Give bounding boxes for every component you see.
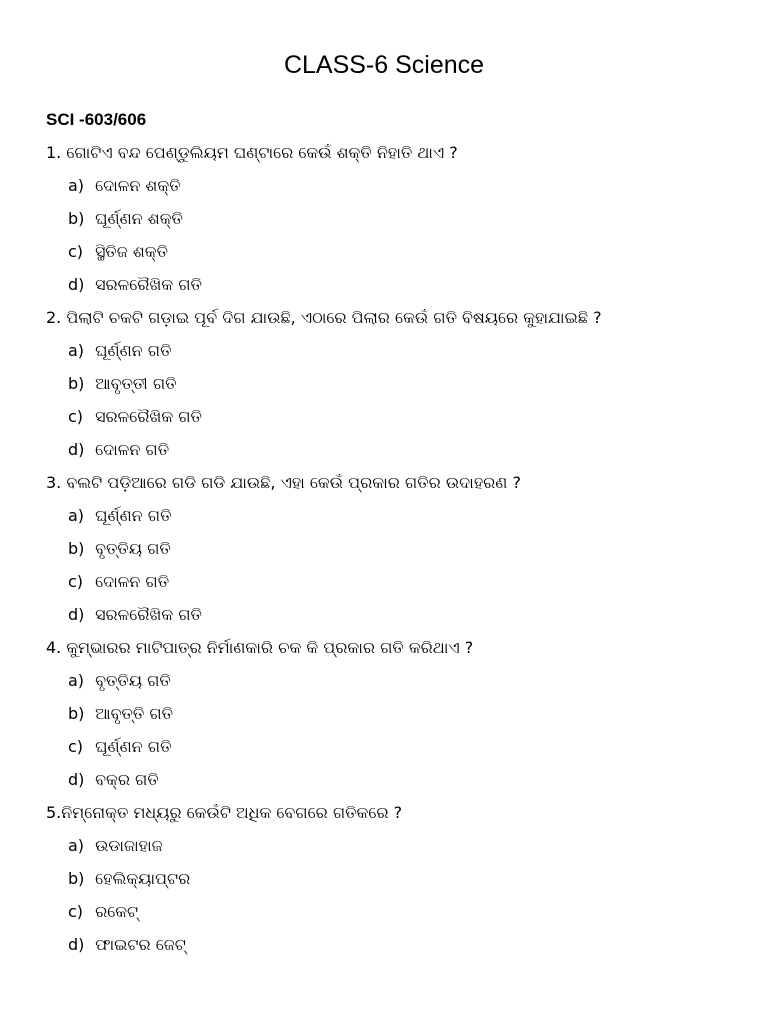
option-letter: a) — [68, 341, 85, 360]
option-text: ଉଡାଜାହାଜ — [95, 836, 163, 855]
option-d — [46, 765, 746, 798]
option-letter: b) — [68, 869, 85, 888]
option-letter: b) — [68, 374, 85, 393]
option-text: ଦୋଳନ ଶକ୍ତି — [95, 176, 181, 195]
option-text: ଫାଇଟର ଜେଟ୍ — [95, 935, 186, 954]
option-b — [46, 534, 746, 567]
option-a — [46, 831, 746, 864]
option-letter: b) — [68, 539, 85, 558]
option-letter: d) — [68, 440, 85, 459]
option-letter: d) — [68, 935, 85, 954]
option-list — [46, 666, 746, 798]
option-text: ସରଳରୈଖିକ ଗତି — [95, 605, 202, 624]
option-list — [46, 336, 746, 468]
option-letter: b) — [68, 704, 85, 723]
question-text: 2. ପିଲାଟି ଚକଟି ଗଡ଼ାଇ ପୂର୍ବ ଦିଗ ଯାଉଛି, ଏଠାରେ ପିଲାର କେଉଁ ଗତି ବିଷୟରେ କୁହାଯାଇଛି ? — [46, 308, 602, 327]
option-text: ରକେଟ୍ — [95, 902, 139, 921]
option-letter: c) — [68, 737, 84, 756]
option-c — [46, 897, 746, 930]
option-text: ଘୂର୍ଣ୍ଣନ ଗତି — [95, 737, 172, 756]
option-text: ବକ୍ର ଗତି — [95, 770, 159, 789]
option-text: ଆବୃତ୍ତି ଗତି — [95, 704, 174, 723]
option-text: ବୃତ୍ତିୟ ଗତି — [95, 539, 171, 558]
option-b — [46, 699, 746, 732]
option-b — [46, 204, 746, 237]
option-c — [46, 732, 746, 765]
option-letter: a) — [68, 176, 85, 195]
option-text: ଘୂର୍ଣ୍ଣନ ଶକ୍ତି — [95, 209, 183, 228]
option-d — [46, 435, 746, 468]
option-c — [46, 237, 746, 270]
option-c — [46, 567, 746, 600]
option-text: ହେଲିକ୍ୟାପ୍ଟର — [95, 869, 191, 888]
option-list — [46, 831, 746, 963]
option-letter: c) — [68, 572, 84, 591]
option-letter: c) — [68, 407, 84, 426]
question-text: 4. କୁମ୍ଭାରର ମାଟିପାତ୍ର ନିର୍ମାଣକାରି ଚକ କି ପ୍ରକାର ଗତି କରିଥାଏ ? — [46, 638, 474, 657]
question-text: 5.ନିମ୍ନୋକ୍ତ ମଧ୍ୟରୁ କେଉଁଟି ଅଧିକ ବେଗରେ ଗତିକରେ ? — [46, 803, 403, 822]
question-2 — [46, 303, 746, 468]
option-text: ଘୂର୍ଣ୍ଣନ ଗତି — [95, 506, 172, 525]
option-b — [46, 864, 746, 897]
question-text: 3. ବଲଟି ପଡ଼ିଆରେ ଗଡି ଗଡି ଯାଉଛି, ଏହା କେଉଁ ପ୍ରକାର ଗତିର ଉଦାହରଣ ? — [46, 473, 521, 492]
option-letter: c) — [68, 902, 84, 921]
option-a — [46, 666, 746, 699]
option-a — [46, 501, 746, 534]
option-text: ଦୋଳନ ଗତି — [95, 440, 170, 459]
question-4 — [46, 633, 746, 798]
option-letter: a) — [68, 836, 85, 855]
option-letter: d) — [68, 605, 85, 624]
option-letter: a) — [68, 506, 85, 525]
question-list — [46, 138, 746, 963]
option-a — [46, 171, 746, 204]
subject-code: SCI -603/606 — [46, 110, 147, 129]
option-d — [46, 930, 746, 963]
option-letter: d) — [68, 275, 85, 294]
option-text: ଆବୃତ୍ତୀ ଗତି — [95, 374, 177, 393]
option-text: ସ୍ଥିତିଜ ଶକ୍ତି — [95, 242, 168, 261]
option-letter: c) — [68, 242, 84, 261]
option-c — [46, 402, 746, 435]
question-1 — [46, 138, 746, 303]
option-letter: a) — [68, 671, 85, 690]
option-d — [46, 270, 746, 303]
option-list — [46, 501, 746, 633]
option-list — [46, 171, 746, 303]
option-text: ସରଳରୈଖିକ ଗତି — [95, 407, 202, 426]
option-text: ଦୋଳନ ଗତି — [95, 572, 170, 591]
option-text: ବୃତ୍ତିୟ ଗତି — [95, 671, 171, 690]
option-text: ଘୂର୍ଣ୍ଣନ ଗତି — [95, 341, 172, 360]
option-d — [46, 600, 746, 633]
option-letter: d) — [68, 770, 85, 789]
page-title: CLASS-6 Science — [283, 51, 485, 79]
option-a — [46, 336, 746, 369]
question-3 — [46, 468, 746, 633]
question-5 — [46, 798, 746, 963]
option-letter: b) — [68, 209, 85, 228]
option-text: ସରଳରୈଖିକ ଗତି — [95, 275, 202, 294]
option-b — [46, 369, 746, 402]
question-text: 1. ଗୋଟିଏ ବନ୍ଦ ପେଣ୍ଡୁଲିୟମ ଘଣ୍ଟାରେ କେଉଁ ଶକ୍ତି ନିହାତି ଥାଏ ? — [46, 143, 458, 162]
